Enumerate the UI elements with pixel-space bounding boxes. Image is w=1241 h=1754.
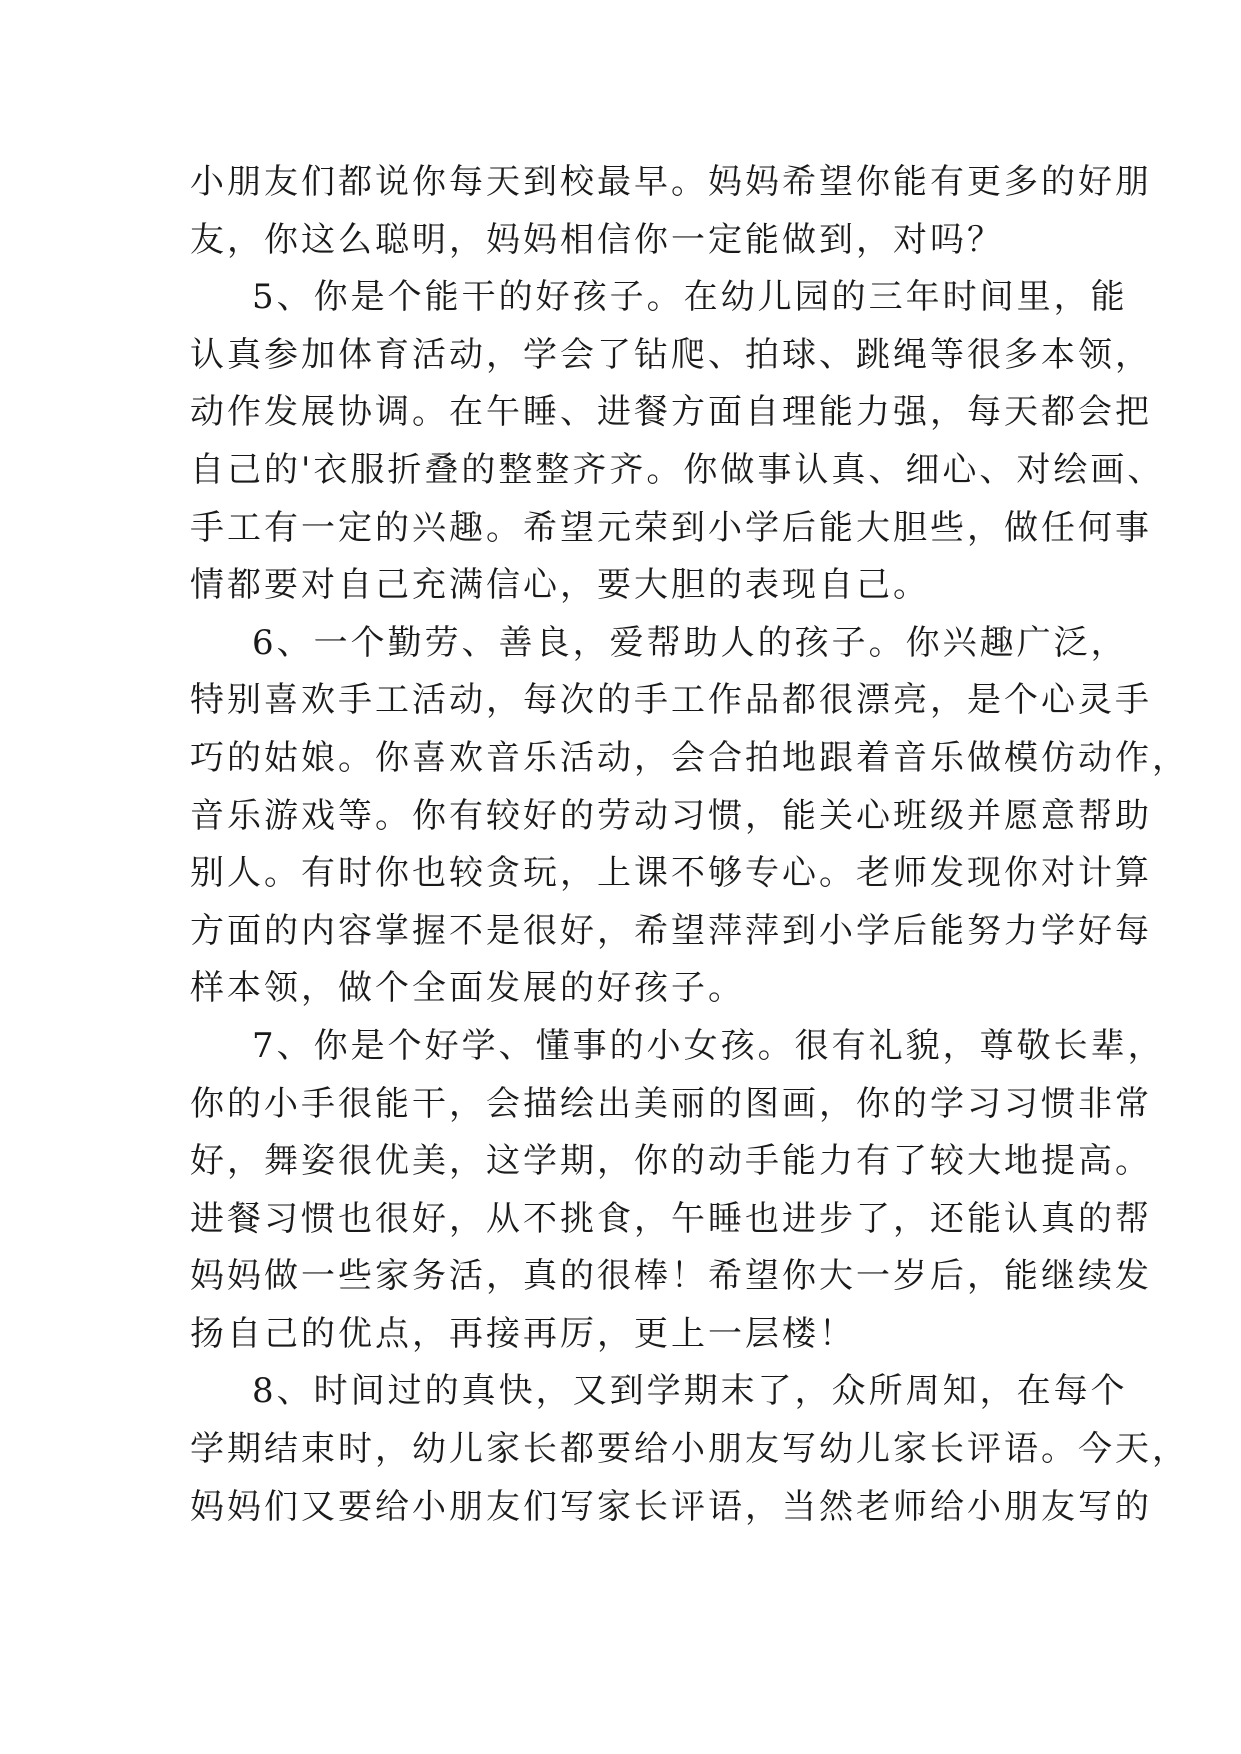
- text-line: 妈妈们又要给小朋友们写家长评语，当然老师给小朋友写的: [190, 1486, 1152, 1527]
- text-line: 学期结束时，幼儿家长都要给小朋友写幼儿家长评语。今天，: [190, 1429, 1189, 1470]
- text-line: 妈妈做一些家务活，真的很棒！希望你大一岁后，能继续发: [190, 1256, 1152, 1297]
- text-line: 巧的姑娘。你喜欢音乐活动，会合拍地跟着音乐做模仿动作，: [190, 737, 1189, 778]
- text-line: 动作发展协调。在午睡、进餐方面自理能力强，每天都会把: [190, 392, 1152, 433]
- paragraph-first-line: 6、一个勤劳、善良，爱帮助人的孩子。你兴趣广泛，: [252, 622, 1128, 663]
- text-line: 音乐游戏等。你有较好的劳动习惯，能关心班级并愿意帮助: [190, 795, 1152, 836]
- text-line: 样本领，做个全面发展的好孩子。: [190, 968, 745, 1009]
- text-line: 自己的'衣服折叠的整整齐齐。你做事认真、细心、对绘画、: [190, 449, 1165, 490]
- paragraph-first-line: 8、时间过的真快，又到学期末了，众所周知，在每个: [252, 1371, 1128, 1412]
- text-line: 手工有一定的兴趣。希望元荣到小学后能大胆些，做任何事: [190, 507, 1152, 548]
- text-line: 扬自己的优点，再接再厉，更上一层楼！: [190, 1313, 856, 1354]
- text-line: 你的小手很能干，会描绘出美丽的图画，你的学习习惯非常: [190, 1083, 1152, 1124]
- text-line: 方面的内容掌握不是很好，希望萍萍到小学后能努力学好每: [190, 910, 1152, 951]
- text-line: 小朋友们都说你每天到校最早。妈妈希望你能有更多的好朋: [190, 162, 1152, 202]
- text-line: 进餐习惯也很好，从不挑食，午睡也进步了，还能认真的帮: [190, 1198, 1152, 1239]
- document-body: [190, 154, 1189, 1536]
- text-line: 情都要对自己充满信心，要大胆的表现自己。: [190, 565, 930, 606]
- paragraph-first-line: 7、你是个好学、懂事的小女孩。很有礼貌，尊敬长辈，: [252, 1025, 1165, 1066]
- text-line: 好，舞姿很优美，这学期，你的动手能力有了较大地提高。: [190, 1141, 1152, 1182]
- text-line: 特别喜欢手工活动，每次的手工作品都很漂亮，是个心灵手: [190, 680, 1152, 721]
- text-line: 认真参加体育活动，学会了钻爬、拍球、跳绳等很多本领，: [190, 334, 1152, 375]
- text-line: 别人。有时你也较贪玩，上课不够专心。老师发现你对计算: [190, 853, 1152, 894]
- text-line: 友，你这么聪明，妈妈相信你一定能做到，对吗？: [190, 219, 1004, 260]
- paragraph-first-line: 5、你是个能干的好孩子。在幼儿园的三年时间里，能: [252, 277, 1128, 318]
